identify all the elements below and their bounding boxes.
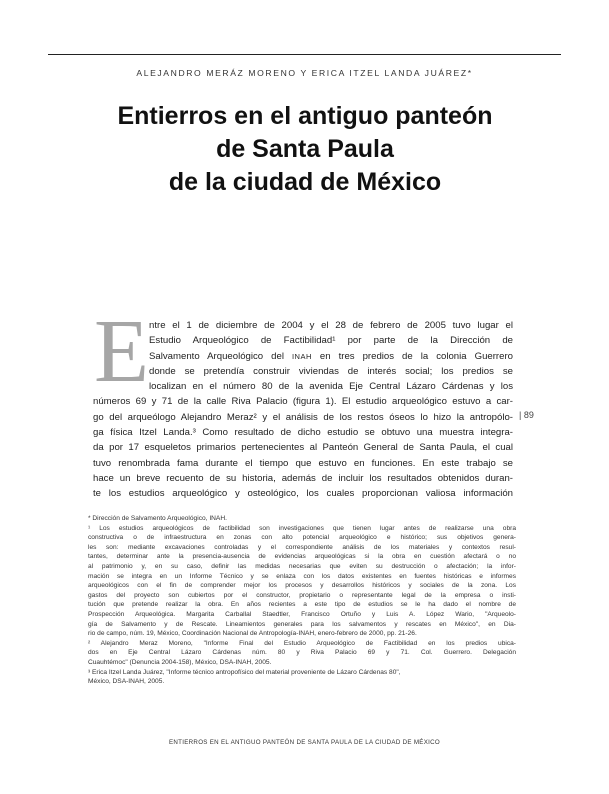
body-line: localizan en el número 80 de la avenida Eje Central Lázaro Cárdenas y los bbox=[149, 381, 513, 393]
title-line-1: Entierros en el antiguo panteón bbox=[117, 102, 493, 130]
body-line: ga física Itzel Landa.³ Como resultado de dicho estudio se obtuvo una muestra integra- bbox=[93, 427, 513, 439]
body-line: ntre el 1 de diciembre de 2004 y el 28 de febrero de 2005 tuvo lugar el bbox=[149, 320, 513, 331]
footnote-line: tantes, determinar ante la presencia-ausencia de evidencias arqueológicas si la obra en cuestión afectará o no bbox=[88, 553, 516, 561]
title-line-3: de la ciudad de México bbox=[168, 168, 442, 196]
body-line: números 69 y 71 de la calle Riva Palacio (figura 1). El estudio arqueológico estuvo a car- bbox=[93, 396, 513, 408]
running-footer: ENTIERROS EN EL ANTIGUO PANTEÓN DE SANTA PAULA DE LA CIUDAD DE MÉXICO bbox=[168, 739, 441, 746]
article-title bbox=[60, 100, 550, 199]
body-line bbox=[93, 349, 513, 364]
footnote-line: ² Alejandro Meraz Moreno, "Informe Final del Estudio Arqueológico de Factibilidad en los predios ubica- bbox=[88, 639, 516, 647]
footnote-line: rio de campo, núm. 19, México, Coordinación Nacional de Antropología-INAH, enero-febrero de 2000, pp. 21-26. bbox=[88, 630, 417, 638]
body-span: Salvamento Arqueológico del bbox=[149, 350, 284, 362]
header-rule bbox=[48, 54, 561, 55]
body-line: tuvo renombrada fama durante el tiempo que estuvo en funciones. En este trabajo se bbox=[93, 457, 513, 469]
title-line-2: de Santa Paula bbox=[216, 135, 394, 163]
footnote-line: ³ Erica Itzel Landa Juárez, "Informe técnico antropofísico del material proveniente de Lázaro Cárdenas 80", bbox=[88, 668, 401, 676]
footnotes bbox=[88, 514, 516, 687]
footnote-line: México, DSA-INAH, 2005. bbox=[88, 678, 165, 686]
footnote-line: dos en Eje Central Lázaro Cárdenas núm. 80 y Riva Palacio 69 y 71. Col. Guerrero. Delegación bbox=[88, 649, 516, 657]
inah-smallcaps: INAH bbox=[291, 351, 312, 361]
footnote-line: mación se integra en un Informe Técnico y se enlaza con los datos existentes en fuentes históricas e informes bbox=[88, 572, 516, 580]
footnote-line: Prospección Arqueológica. Margarita Carballal Staedtler, Francisco Ortuño y Luis A. López Wario, "Arqueolo- bbox=[88, 610, 516, 618]
footnote-line: tución que pretende realizar la obra. En años recientes a este tipo de estudios se le ha dado el nombre de bbox=[88, 601, 516, 609]
page-number: | 89 bbox=[519, 410, 534, 420]
drop-cap: E bbox=[94, 302, 149, 401]
footnote-line: * Dirección de Salvamento Arqueológico, INAH. bbox=[88, 515, 227, 522]
body-line: te los estudios arqueológico y osteológico, los cuales proporcionan valiosa información bbox=[93, 488, 513, 500]
body-line: donde se pretendía construir viviendas de interés social; los predios se bbox=[149, 365, 513, 377]
body-line: Estudio Arqueológico de Factibilidad¹ por parte de la Dirección de bbox=[149, 335, 513, 347]
footnote-line: Cuauhtémoc" (Denuncia 2004-158), México, DSA-INAH, 2005. bbox=[88, 658, 272, 666]
authors-line: ALEJANDRO MERÁZ MORENO Y ERICA ITZEL LANDA JUÁREZ* bbox=[136, 68, 473, 78]
footnote-line: gastos del proyecto son cubiertos por el constructor, propietario o representante legal de la empresa o insti- bbox=[88, 591, 516, 599]
footnote-line: les son: mediante excavaciones controladas y el correspondiente análisis de los materiales y contextos resul- bbox=[88, 543, 516, 551]
footnote-line: gía de Salvamento y de Rescate. Lineamientos generales para los salvamentos y rescates en México", en Dia- bbox=[88, 620, 516, 628]
body-text bbox=[93, 318, 513, 502]
body-span: en tres predios de la colonia Guerrero bbox=[319, 350, 513, 362]
footnote-line: al patrimonio y, en su caso, definir las medidas necesarias que eviten su destrucción o afectación; la infor- bbox=[88, 562, 516, 570]
footnote-line: arqueológicos con el fin de comprender mejor los procesos y desarrollos históricos y sociales de la zona. Los bbox=[88, 582, 516, 590]
body-line: hace un breve recuento de su historia, además de incluir los resultados obtenidos duran- bbox=[93, 472, 513, 484]
body-line: go del arqueólogo Alejandro Meraz² y el análisis de los restos óseos lo hizo la antropólo- bbox=[93, 411, 513, 423]
body-line: da por 17 esqueletos primarios pertenecientes al Panteón General de Santa Paula, el cual bbox=[93, 442, 513, 454]
footnote-line: ¹ Los estudios arqueológicos de factibilidad son investigaciones que tienen lugar antes de realizarse una obra bbox=[88, 524, 516, 532]
footnote-line: constructiva o de infraestructura en zonas con alto potencial arqueológico e histórico; sus objetivos genera- bbox=[88, 534, 516, 542]
